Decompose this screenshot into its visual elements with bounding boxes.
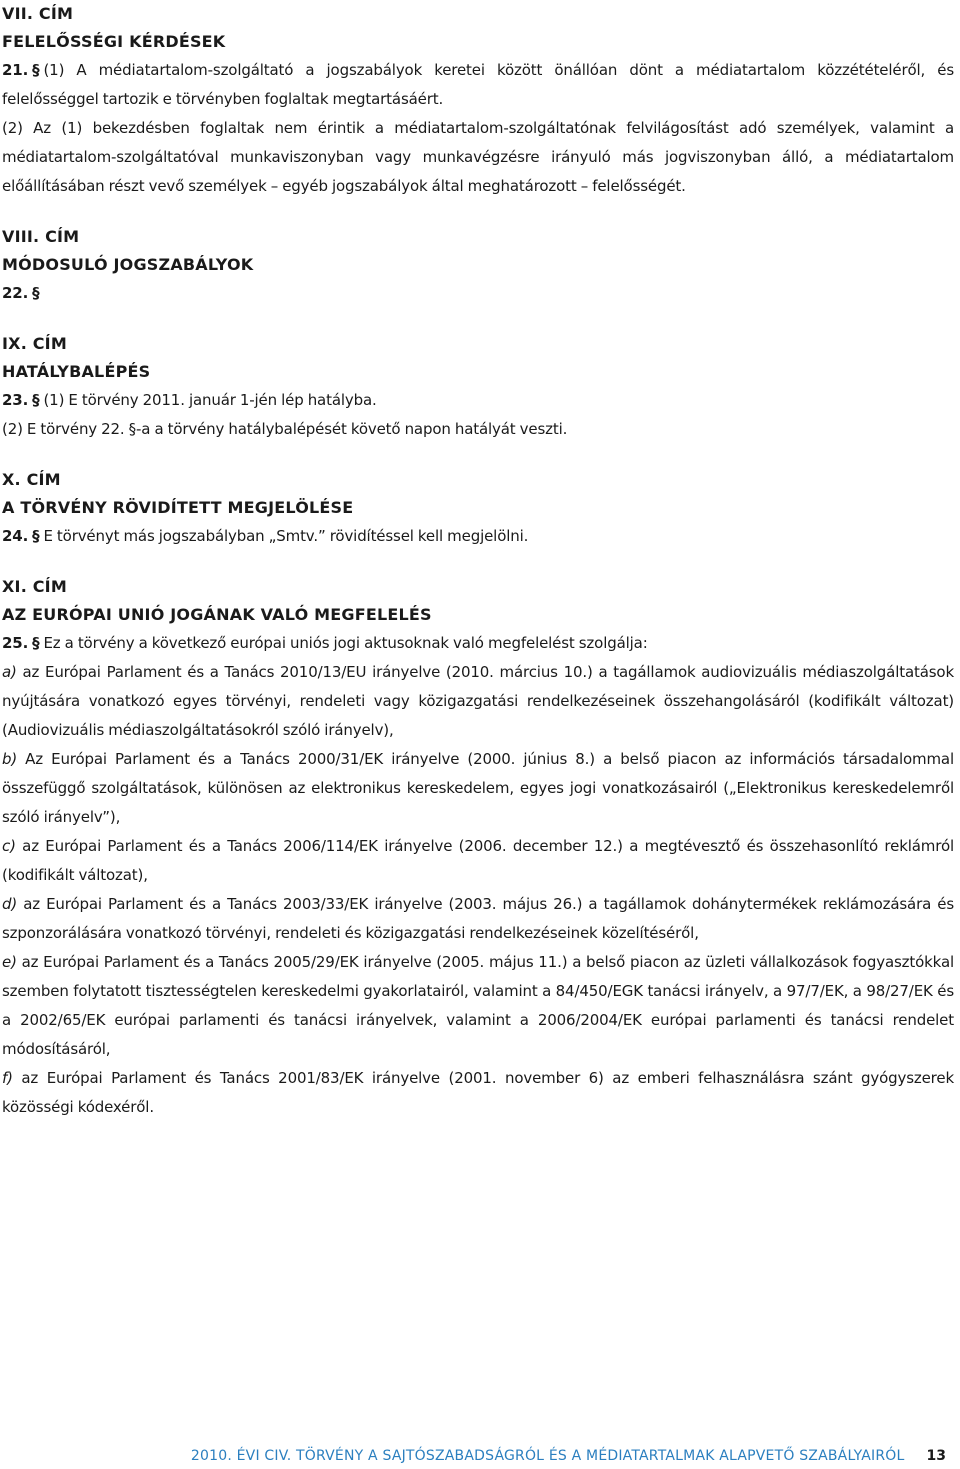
section-23-number: 23. (2, 391, 29, 409)
directive-item-text: Az Európai Parlament és a Tanács 2000/31/EK irányelve (2000. június 8.) a belső piacon az információs társadalommal összefüggő szolgáltatások, különösen az elektronikus kereskedelem, egyes jogi vonatkozásairól („Elektronikus kereskedelemről szóló irányelv”), (2, 750, 954, 826)
section-25-intro (2, 629, 954, 658)
section-21-number: 21. (2, 61, 29, 79)
section-23-paragraph-1 (2, 386, 954, 415)
section-21-paragraph-1 (2, 56, 954, 114)
directive-item (2, 948, 954, 1064)
section-25-intro-text: Ez a törvény a következő európai uniós jogi aktusoknak való megfelelést szolgálja: (43, 634, 648, 652)
chapter-8-title: VIII. CÍM (2, 227, 80, 246)
section-sign-icon: § (32, 391, 40, 409)
directive-item-text: az Európai Parlament és Tanács 2001/83/EK irányelve (2001. november 6) az emberi felhasználásra szánt gyógyszerek közösségi kódexéről. (2, 1069, 954, 1116)
directive-item (2, 890, 954, 948)
section-sign-icon: § (32, 634, 40, 652)
directive-item-label: f) (2, 1069, 13, 1087)
directive-item-label: e) (2, 953, 17, 971)
section-sign-icon: § (32, 527, 40, 545)
section-24-text: E törvényt más jogszabályban „Smtv.” rövidítéssel kell megjelölni. (43, 527, 529, 545)
section-24-number: 24. (2, 527, 29, 545)
page-footer (191, 1447, 946, 1465)
directive-item-text: az Európai Parlament és a Tanács 2010/13/EU irányelve (2010. március 10.) a tagállamok audiovizuális médiaszolgáltatások nyújtására vonatkozó egyes törvényi, rendeleti vagy közigazgatási rendelkezéseinek összehangolásáról (kodifikált változat) (Audiovizuális médiaszolgáltatásokról szóló irányelv), (2, 663, 954, 739)
chapter-10-title: X. CÍM (2, 470, 61, 489)
section-21-paragraph-2: (2) Az (1) bekezdésben foglaltak nem érintik a médiatartalom-szolgáltatónak felvilágosítást adó személyek, valamint a médiatartalom-szolgáltatóval munkaviszonyban vagy munkavégzésre irányuló más jogviszonyban álló, a médiatartalom előállításában részt vevő személyek – egyéb jogszabályok által meghatározott – felelősségét. (2, 119, 954, 195)
section-23-paragraph-2: (2) E törvény 22. §-a a törvény hatálybalépését követő napon hatályát veszti. (2, 420, 568, 438)
directive-item-text: az Európai Parlament és a Tanács 2003/33/EK irányelve (2003. május 26.) a tagállamok dohánytermékek reklámozására és szponzorálására vonatkozó törvényi, rendeleti és közigazgatási rendelkezéseinek közelítéséről, (2, 895, 954, 942)
section-sign-icon: § (32, 284, 40, 302)
section-25-number: 25. (2, 634, 29, 652)
directive-item-label: a) (2, 663, 17, 681)
directive-item (2, 832, 954, 890)
directive-item (2, 745, 954, 832)
directive-item-text: az Európai Parlament és a Tanács 2005/29/EK irányelve (2005. május 11.) a belső piacon az üzleti vállalkozások fogyasztókkal szemben folytatott tisztességtelen kereskedelmi gyakorlatairól, valamint a 84/450/EGK tanácsi irányelv, a 97/7/EK, a 98/27/EK és a 2002/65/EK európai parlamenti és tanácsi irányelvek, valamint a 2006/2004/EK európai parlamenti és tanácsi rendelet módosításáról, (2, 953, 954, 1058)
page-number: 13 (926, 1448, 946, 1464)
chapter-9-title: IX. CÍM (2, 334, 67, 353)
chapter-11-title: XI. CÍM (2, 577, 67, 596)
section-22-paragraph (2, 279, 954, 308)
directive-item-label: d) (2, 895, 18, 913)
chapter-11-subtitle: AZ EURÓPAI UNIÓ JOGÁNAK VALÓ MEGFELELÉS (2, 605, 432, 624)
chapter-9-subtitle: HATÁLYBALÉPÉS (2, 362, 151, 381)
chapter-8-subtitle: MÓDOSULÓ JOGSZABÁLYOK (2, 255, 254, 274)
section-22-number: 22. (2, 284, 29, 302)
section-sign-icon: § (32, 61, 40, 79)
directive-item-label: c) (2, 837, 16, 855)
section-24-paragraph (2, 522, 954, 551)
chapter-7-subtitle: FELELŐSSÉGI KÉRDÉSEK (2, 32, 226, 51)
directive-item-text: az Európai Parlament és a Tanács 2006/114/EK irányelve (2006. december 12.) a megtévesztő és összehasonlító reklámról (kodifikált változat), (2, 837, 954, 884)
directive-item (2, 1064, 954, 1122)
section-21-text-1: (1) A médiatartalom-szolgáltató a jogszabályok keretei között önállóan dönt a médiatartalom közzétételéről, és felelősséggel tartozik e törvényben foglaltak megtartásáért. (2, 61, 954, 108)
section-23-text-1: (1) E törvény 2011. január 1-jén lép hatályba. (43, 391, 377, 409)
chapter-10-subtitle: A TÖRVÉNY RÖVIDÍTETT MEGJELÖLÉSE (2, 498, 354, 517)
directive-item-label: b) (2, 750, 18, 768)
chapter-7-title: VII. CÍM (2, 4, 74, 23)
directive-item (2, 658, 954, 745)
footer-title: 2010. ÉVI CIV. TÖRVÉNY A SAJTÓSZABADSÁGRÓL ÉS A MÉDIATARTALMAK ALAPVETŐ SZABÁLYAIRÓL (190, 1448, 905, 1464)
